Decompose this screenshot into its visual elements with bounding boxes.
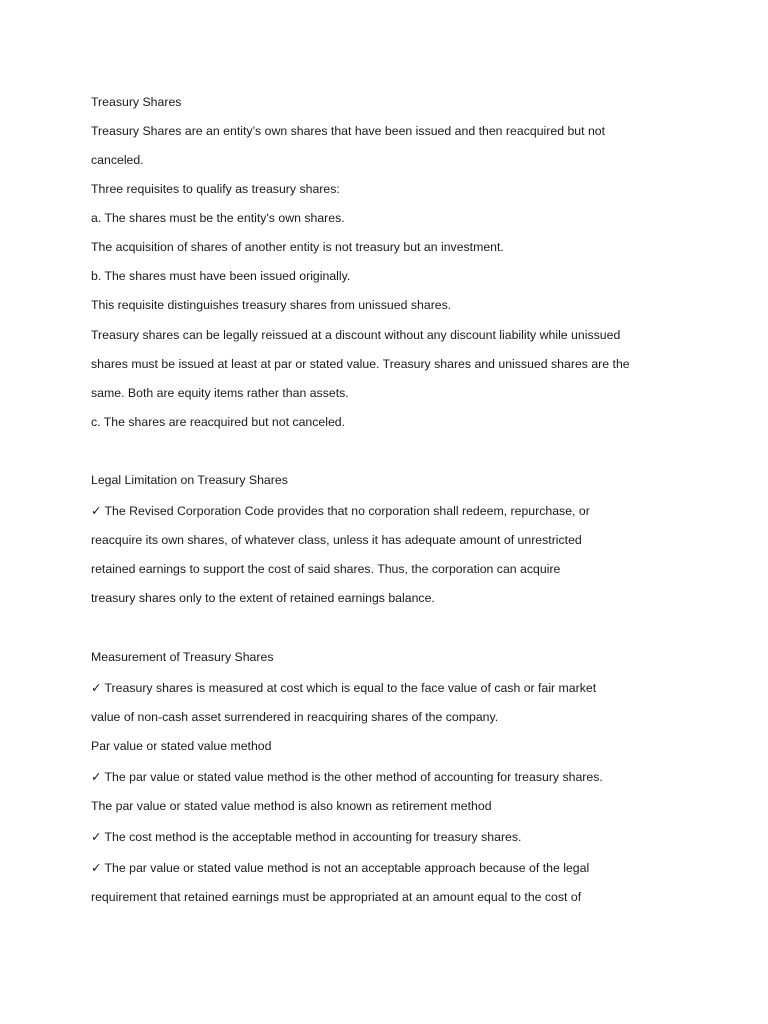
text-line: ✓ The Revised Corporation Code provides that no corporation shall redeem, repurchase, or xyxy=(91,504,590,518)
text-line: c. The shares are reacquired but not canceled. xyxy=(91,415,346,429)
text-line: b. The shares must have been issued originally. xyxy=(91,269,351,283)
text-line: Treasury Shares are an entity’s own shares that have been issued and then reacquired but not xyxy=(91,124,606,138)
text-line: ✓ Treasury shares is measured at cost which is equal to the face value of cash or fair market xyxy=(91,681,597,695)
text-line: ✓ The par value or stated value method is not an acceptable approach because of the legal xyxy=(91,861,590,875)
text-line: ✓ The cost method is the acceptable method in accounting for treasury shares. xyxy=(91,830,522,844)
heading-par-value-method: Par value or stated value method xyxy=(91,739,272,753)
text-line: a. The shares must be the entity's own shares. xyxy=(91,211,345,225)
text-line: reacquire its own shares, of whatever class, unless it has adequate amount of unrestricted xyxy=(91,533,582,547)
heading-legal-limitation: Legal Limitation on Treasury Shares xyxy=(91,473,288,487)
text-line: value of non-cash asset surrendered in reacquiring shares of the company. xyxy=(91,710,499,724)
text-line: shares must be issued at least at par or stated value. Treasury shares and unissued shares are the xyxy=(91,357,630,371)
text-line: same. Both are equity items rather than assets. xyxy=(91,386,349,400)
text-line: The par value or stated value method is also known as retirement method xyxy=(91,799,492,813)
heading-treasury-shares: Treasury Shares xyxy=(91,95,182,109)
text-line: Treasury shares can be legally reissued at a discount without any discount liability while unissued xyxy=(91,328,621,342)
heading-measurement: Measurement of Treasury Shares xyxy=(91,650,274,664)
text-line: canceled. xyxy=(91,153,144,167)
text-line: The acquisition of shares of another entity is not treasury but an investment. xyxy=(91,240,504,254)
text-line: This requisite distinguishes treasury shares from unissued shares. xyxy=(91,298,452,312)
text-line: requirement that retained earnings must be appropriated at an amount equal to the cost of xyxy=(91,890,582,904)
text-line: retained earnings to support the cost of said shares. Thus, the corporation can acquire xyxy=(91,562,561,576)
text-line: ✓ The par value or stated value method is the other method of accounting for treasury shares. xyxy=(91,770,603,784)
text-line: treasury shares only to the extent of retained earnings balance. xyxy=(91,591,435,605)
text-line: Three requisites to qualify as treasury shares: xyxy=(91,182,340,196)
